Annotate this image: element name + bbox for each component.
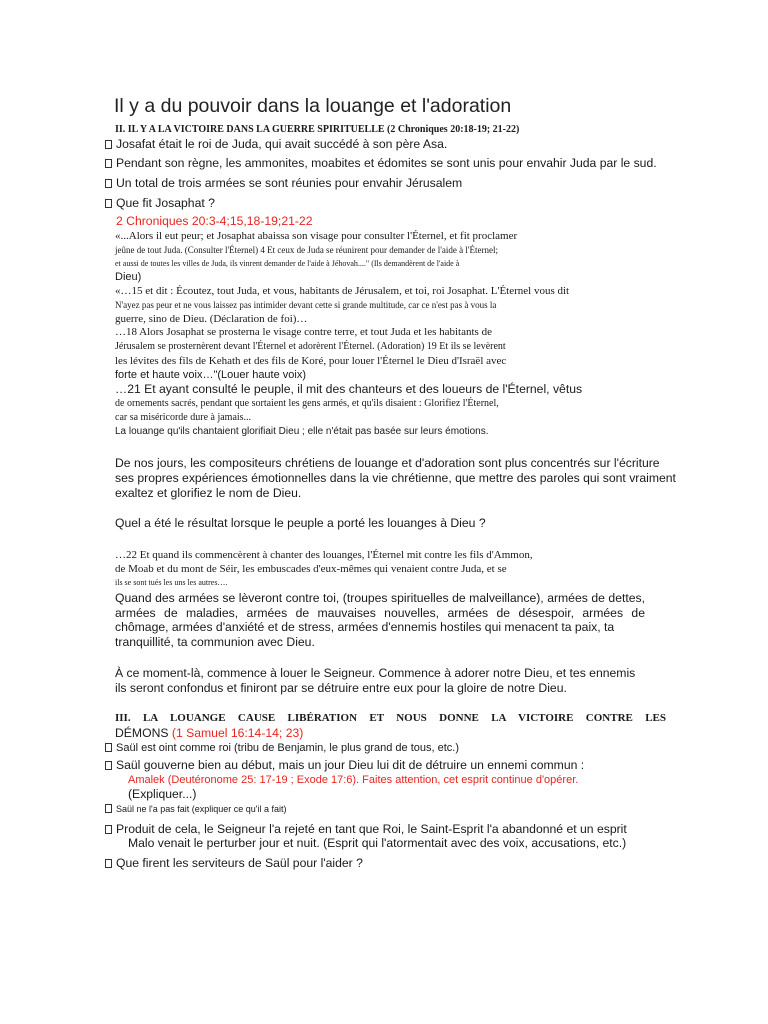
scripture-line: forte et haute voix…"(Louer haute voix) xyxy=(115,369,307,381)
checkbox-bullet-icon xyxy=(105,159,112,168)
checkbox-bullet-icon xyxy=(105,825,112,834)
scripture-line: jeûne de tout Juda. (Consulter l'Éternel) 4 Et ceux de Juda se réunirent pour demander de l'aide à l'Éternel; xyxy=(115,245,498,255)
checkbox-bullet-icon xyxy=(105,179,112,188)
scripture-line: …21 Et ayant consulté le peuple, il mit des chanteurs et des loueurs de l'Éternel, vêtus xyxy=(115,382,583,396)
page-title: Il y a du pouvoir dans la louange et l'adoration xyxy=(114,95,512,117)
section-3-heading-continued: DÉMONS (1 Samuel 16:14-14; 23) xyxy=(115,726,304,740)
bullet-item: Pendant son règne, les ammonites, moabites et édomites se sont unis pour envahir Juda par le sud. xyxy=(105,156,657,170)
bullet-item: Que fit Josaphat ? xyxy=(105,196,215,210)
paragraph-line: ils seront confondus et finiront par se détruire entre eux pour la gloire de notre Dieu. xyxy=(115,681,567,695)
paragraph-line: Quand des armées se lèveront contre toi, (troupes spirituelles de malveillance), armées de dettes, xyxy=(115,591,645,605)
paragraph-line: chômage, armées d'anxiété et de stress, armées d'ennemis hostiles qui menacent ta paix, ta xyxy=(115,620,615,634)
checkbox-bullet-icon xyxy=(105,761,112,770)
scripture-line: ils se sont tués les uns les autres…. xyxy=(115,578,228,587)
scripture-line: …18 Alors Josaphat se prosterna le visage contre terre, et tout Juda et les habitants de xyxy=(115,326,492,338)
amalek-reference: Amalek (Deutéronome 25: 17-19 ; Exode 17:6). Faites attention, cet esprit continue d'opérer. xyxy=(128,774,579,786)
scripture-line: «…15 et dit : Écoutez, tout Juda, et vous, habitants de Jérusalem, et toi, roi Josaphat. L'Éternel vous dit xyxy=(115,285,570,297)
bullet-item: Saül est oint comme roi (tribu de Benjamin, le plus grand de tous, etc.) xyxy=(105,742,459,754)
checkbox-bullet-icon xyxy=(105,859,112,868)
scripture-line: car sa miséricorde dure à jamais... xyxy=(115,412,252,423)
paragraph-line: À ce moment-là, commence à louer le Seigneur. Commence à adorer notre Dieu, et tes ennemis xyxy=(115,666,636,680)
paragraph-line: ses propres expériences émotionnelles dans la vie chrétienne, que mettre des paroles qui sont vraiment xyxy=(115,471,676,485)
question-text: Quel a été le résultat lorsque le peuple a porté les louanges à Dieu ? xyxy=(115,516,486,530)
checkbox-bullet-icon xyxy=(105,743,112,752)
bullet-item: Produit de cela, le Seigneur l'a rejeté en tant que Roi, le Saint-Esprit l'a abandonné et un esprit xyxy=(105,822,627,836)
explain-note: (Expliquer...) xyxy=(128,787,197,801)
paragraph-line: Malo venait le perturber jour et nuit. (Esprit qui l'atormentait avec des voix, accusations, etc.) xyxy=(128,836,627,850)
scripture-line: Jérusalem se prosternèrent devant l'Éternel et adorèrent l'Éternel. (Adoration) 19 Et ils se levèrent xyxy=(115,341,506,352)
paragraph-line: exaltez et glorifiez le nom de Dieu. xyxy=(115,486,302,500)
paragraph-line: tranquillité, ta communion avec Dieu. xyxy=(115,635,315,649)
scripture-line: de Moab et du mont de Séir, les embuscades d'eux-mêmes qui venaient contre Juda, et se xyxy=(115,563,507,575)
scripture-line: «...Alors il eut peur; et Josaphat abaissa son visage pour consulter l'Éternel, et fit proclamer xyxy=(115,230,518,242)
section-2-heading: II. IL Y A LA VICTOIRE DANS LA GUERRE SPIRITUELLE (2 Chroniques 20:18-19; 21-22) xyxy=(115,124,520,135)
scripture-reference: 2 Chroniques 20:3-4;15,18-19;21-22 xyxy=(116,214,313,228)
scripture-line: …22 Et quand ils commencèrent à chanter des louanges, l'Éternel mit contre les fils d'Ammon, xyxy=(115,549,533,561)
scripture-line: et aussi de toutes les villes de Juda, ils vinrent demander de l'aide à Jéhovah...." (Ils demandèrent de l'aide à xyxy=(115,259,460,268)
bullet-item: Que firent les serviteurs de Saül pour l'aider ? xyxy=(105,856,363,870)
paragraph-line: armées de maladies, armées de mauvaises nouvelles, armées de désespoir, armées de xyxy=(115,606,645,620)
checkbox-bullet-icon xyxy=(105,199,112,208)
scripture-line: Dieu) xyxy=(115,271,142,283)
checkbox-bullet-icon xyxy=(105,804,112,813)
paragraph-line: De nos jours, les compositeurs chrétiens de louange et d'adoration sont plus concentrés sur l'écriture xyxy=(115,456,660,470)
section-3-heading: III. LA LOUANGE CAUSE LIBÉRATION ET NOUS DONNE LA VICTOIRE CONTRE LES xyxy=(115,712,666,724)
scripture-line: guerre, sino de Dieu. (Déclaration de foi)… xyxy=(115,313,308,325)
scripture-line: les lévites des fils de Kehath et des fils de Koré, pour louer l'Éternel le Dieu d'Israël avec xyxy=(115,355,507,367)
bullet-item: Saül ne l'a pas fait (expliquer ce qu'il a fait) xyxy=(105,804,287,814)
bullet-item: Un total de trois armées se sont réunies pour envahir Jérusalem xyxy=(105,176,462,190)
scripture-line: de ornements sacrés, pendant que sortaient les gens armés, et qu'ils disaient : Glorifiez l'Éternel, xyxy=(115,398,499,409)
bullet-item: Saül gouverne bien au début, mais un jour Dieu lui dit de détruire un ennemi commun : xyxy=(105,758,584,772)
checkbox-bullet-icon xyxy=(105,140,112,149)
scripture-line: La louange qu'ils chantaient glorifiait Dieu ; elle n'était pas basée sur leurs émotions. xyxy=(115,426,489,437)
scripture-line: N'ayez pas peur et ne vous laissez pas intimider devant cette si grande multitude, car ce n'est pas à vous la xyxy=(115,300,497,310)
bullet-item: Josafat était le roi de Juda, qui avait succédé à son père Asa. xyxy=(105,137,447,151)
